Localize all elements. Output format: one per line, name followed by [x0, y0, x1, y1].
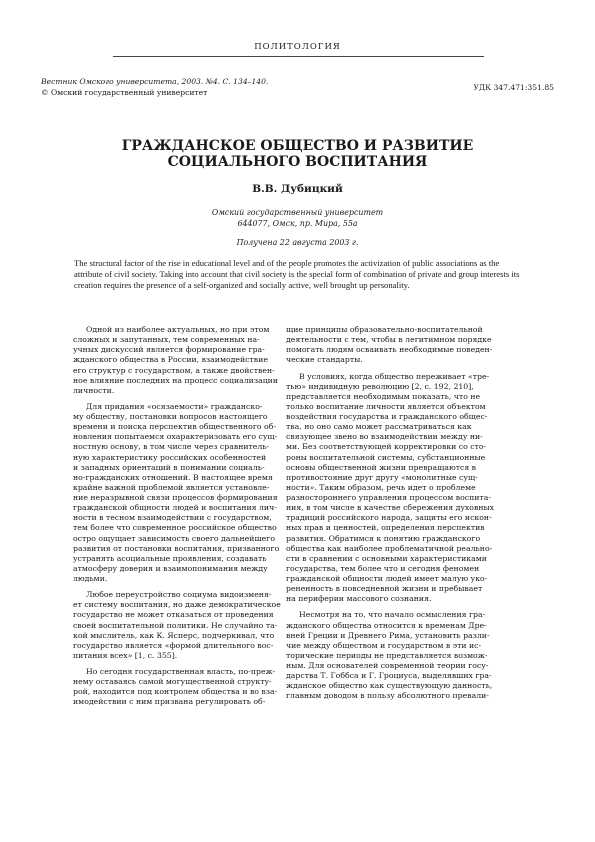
- header-rule: [113, 56, 484, 57]
- affiliation-line-1: Омский государственный университет: [211, 208, 384, 217]
- paragraph: Любое переустройство социума видоизменя- ет систему воспитания, но даже демократическое государство не может отказаться от проведения своей воспитательной политики. Не случайно та- кой мыслитель, как К. Ясперс, подчеркивал, что государство является «формой длительного вос- питания всех» [1, с. 355].: [73, 590, 281, 660]
- author-name: В.В. Дубицкий: [252, 183, 343, 195]
- received-date: Получена 22 августа 2003 г.: [236, 238, 359, 247]
- body-column-left: [73, 325, 302, 714]
- journal-citation: Вестник Омского университета, 2003. №4. С. 134–140.: [41, 77, 269, 86]
- affiliation: [0, 207, 595, 229]
- body-column-right: [286, 325, 515, 708]
- paragraph: В условиях, когда общество переживает «тре- тью» индивидную революцию [2, с. 192, 210], представляется необходимым показать, что не только воспитание личности является объектом воздействия государства и гражданского общес- тва, но оно само может рассматриваться как связующее звено во взаимодействии между ни- ми. Без соответствующей корректировки со сто- роны воспитательной системы, субстанционные основы общественной жизни превращаются в противостояние друг другу «монолитные сущ- ности». Таким образом, речь идет о проблеме разностороннего управления процессом воспита- ния, в том числе в качестве сбережения духовных традиций российского народа, защиты его искон- ных прав и ценностей, определения перспектив развития. Обратимся к понятию гражданского общества как наиболее проблематичной реально- сти в сравнении с основными характеристиками государства, тем более что и сегодня феномен гражданской общности людей имеет малую уко- рененность в повседневной жизни и пребывает на периферии массового сознания.: [286, 371, 495, 604]
- title-line-1: ГРАЖДАНСКОЕ ОБЩЕСТВО И РАЗВИТИЕ: [121, 138, 474, 154]
- running-head: ПОЛИТОЛОГИЯ: [254, 42, 341, 52]
- udk-code: УДК 347.471:351.85: [473, 83, 554, 92]
- paragraph: Для придания «осязаемости» гражданско- му обществу, постановки вопросов настоящего времени и поиска перспектив общественного об- новления попытаемся охарактеризовать его сущ- ностную основу, в том числе через сравнитель- ную характеристику российских особенностей и западных ориентаций в понимании социаль- но-гражданских отношений. В настоящее время крайне важной проблемой является установле- ние неразрывной связи процессов формирования гражданской общности людей и воспитания лич- ности в тесном взаимодействии с государством, тем более что современное российское общество остро ощущает зависимость своего дальнейшего развития от постановки воспитания, призванного устранять асоциальные проявления, создавать атмосферу доверия и взаимопонимания между людьми.: [73, 401, 280, 583]
- affiliation-line-2: 644077, Омск, пр. Мира, 55а: [237, 219, 358, 228]
- copyright-line: © Омский государственный университет: [41, 88, 208, 97]
- paragraph: Но сегодня государственная власть, по-преж- нему оставаясь самой могущественной структу- рой, находится под контролем общества и во вза- имодействии с ним призвана регулировать об-: [73, 667, 278, 707]
- title-line-2: СОЦИАЛЬНОГО ВОСПИТАНИЯ: [167, 154, 428, 170]
- abstract: The structural factor of the rise in educational level and of the people promotes the activization of public associations as the attribute of civil society. Taking into account that civil society is the special form of combination of private and group interests its creation requires the presence of a self-organized and socially active, well brought up personality.: [74, 258, 520, 290]
- paragraph: Несмотря на то, что начало осмысления гра- жданского общества относится к временам Дре- вней Греции и Древнего Рима, установить разли- чие между обществом и государством в эти ис- торические периоды не представляется возмож- ным. Для основателей современной теории госу- дарства Т. Гоббса и Г. Гроциуса, выделявших гра- жданское общество как существующую данность, главным доводом в пользу абсолютного превали-: [286, 610, 493, 701]
- paragraph: щие принципы образовательно-воспитательной деятельности с тем, чтобы в легитимном порядке помогать людям осваивать необходимые поведен- ческие стандарты.: [286, 325, 493, 365]
- article-title: [0, 138, 595, 170]
- paragraph: Одной из наиболее актуальных, но при этом сложных и запутанных, тем современных на- учных дискуссий является формирование гра- жданского общества в России, взаимодействие его структур с государством, а также двойствен- ное влияние последних на процесс социализации личности.: [73, 325, 279, 395]
